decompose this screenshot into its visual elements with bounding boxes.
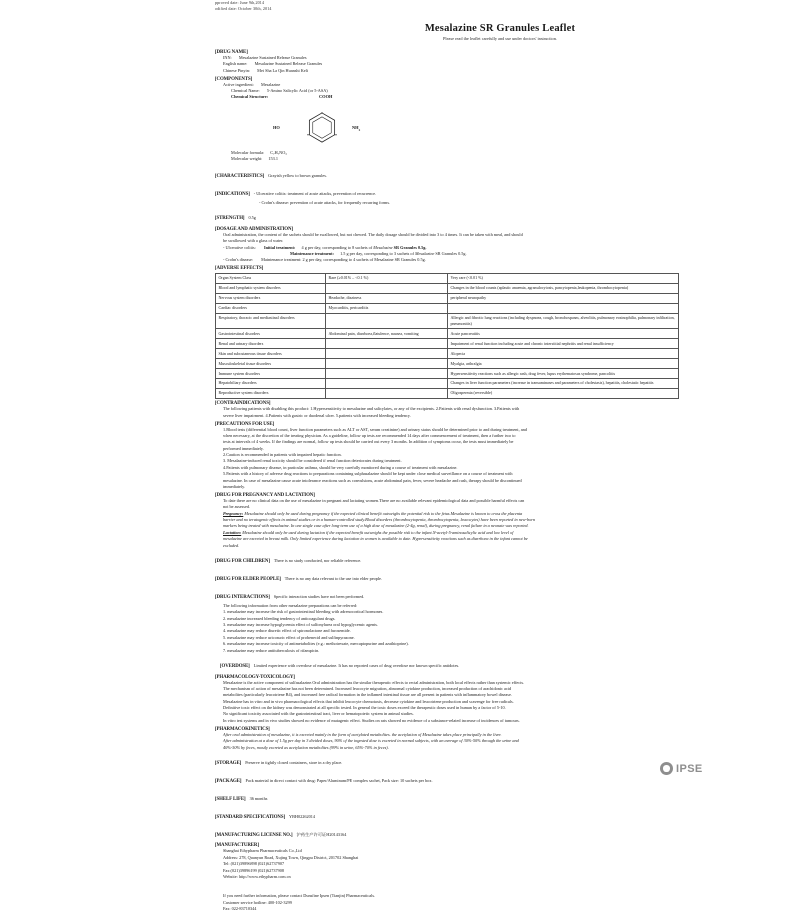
uc-maint-tail: SR Granules 0.5g. xyxy=(434,251,467,257)
pregnancy-intro-2: not be assessed. xyxy=(223,504,251,510)
cell-rare xyxy=(326,313,448,329)
cell-organ: Renal and urinary disorders xyxy=(216,339,326,349)
section-adverse-heading: [ADVERSE EFFECTS] xyxy=(215,266,264,272)
english-label: English name: xyxy=(223,61,248,67)
section-precautions-heading: [PRECAUTIONS FOR USE] xyxy=(215,421,275,427)
leaflet-sheet xyxy=(215,0,785,912)
table-row xyxy=(216,388,679,398)
adverse-table-body xyxy=(216,273,679,398)
uc-initial-tail: SR Granules 0.5g. xyxy=(392,244,427,250)
section-manufacturer-heading: [MANUFACTURER] xyxy=(215,843,259,849)
storage-text: Preserve in tightly closed containers, store in a dry place. xyxy=(245,759,343,765)
table-row xyxy=(216,368,679,378)
interaction-item: 3. mesalazine may increase hypoglycemia effect of sulfonylurea oral hypoglycemic agents. xyxy=(223,622,378,628)
cell-rare xyxy=(326,283,448,293)
license-line xyxy=(215,823,785,841)
cell-very-rare: Hypersensitivity reactions such as allergic rash, drug fever, lupus erythematosus syndrome, pancolitis xyxy=(448,368,679,378)
uc-maint-value: 1.5 g per day, corresponding to 3 sachets of xyxy=(340,251,415,257)
cell-rare xyxy=(326,368,448,378)
precaution-line: 3. Mesalazine-induced renal toxicity should be considered if renal function deteriorates during treatment. xyxy=(223,458,402,464)
section-strength-heading: [STRENGTH] xyxy=(215,216,245,222)
cell-rare xyxy=(326,358,448,368)
section-pharmacokinetics-heading: [PHARMACOKINETICS] xyxy=(215,726,270,732)
adverse-effects-table xyxy=(215,273,679,399)
section-standard-spec-heading: [STANDARD SPECIFICATIONS] xyxy=(215,814,286,820)
cell-rare xyxy=(326,388,448,398)
children-text: There is no study conducted, nor reliable reference. xyxy=(273,557,362,563)
table-row xyxy=(216,339,679,349)
manufacturer-tel: Tel: (021)39896898 (021)62737907 xyxy=(223,861,285,867)
package-text: Pack material in direct contact with drug: Paper/Aluminum/PE complex sachet, Pack size: 10 sachets per box. xyxy=(245,777,433,783)
molecular-weight-line xyxy=(215,156,785,162)
active-label: Active ingredient: xyxy=(223,81,254,87)
precaution-line: 2.Caution is recommended in patients with impaired hepatic function. xyxy=(223,452,342,458)
uc-label: - Ulcerative colitis: xyxy=(223,244,256,250)
indications-line xyxy=(215,182,785,200)
precaution-line: 5.Patients with a history of adverse drug reactions to preparations containing sulphasalazine should be kept under close medical surveillance on a course of treatment with xyxy=(223,471,513,477)
uc-maint-ital: Mesalazine xyxy=(414,251,435,257)
shelf-life-line xyxy=(215,787,785,805)
uc-initial-value: 4 g per day, corresponding to 8 sachets of xyxy=(301,244,374,250)
column-header-very-rare: Very rare (<0.01 %) xyxy=(448,273,679,283)
pharmacology-line: Definitive toxic effect on the kidney was demonstrated at all specific tested. In general the toxic doses exceed the therapeutic doses used in human by a factor of 5-10. xyxy=(223,705,506,711)
standard-spec-line xyxy=(215,805,785,823)
cell-very-rare: Impairment of renal function including acute and chronic interstitial nephritis and renal insufficiency xyxy=(448,339,679,349)
pregnancy-text-1: Mesalazine should only be used during pregnancy if the expected clinical benefit outweighs the potential risk to the fetus.Mesalazine is known to cross the placenta xyxy=(243,510,523,516)
table-row xyxy=(216,378,679,388)
ho-label: HO xyxy=(273,124,280,130)
interaction-item: 5. mesalazine may reduce uricosuric effect of probenecid and sulfinpyrazone. xyxy=(223,634,355,640)
section-dosage-heading: [DOSAGE AND ADMINISTRATION] xyxy=(215,226,293,232)
chemname-value: 5-Amino Salicylic Acid (or 5-ASA) xyxy=(266,87,328,93)
cell-very-rare xyxy=(448,303,679,313)
pharmacology-line: The mechanism of action of mesalazine has not been determined. Increased leucocyte migration, abnormal cytokine production, increased production of arachidonic acid xyxy=(223,685,512,691)
overdose-text: Limited experience with overdose of mesalazine. It has no reported cases of drug overdose nor known specific antidotes. xyxy=(253,662,460,668)
section-pharmacology-heading: [PHARMACOLOGY-TOXICOLOGY] xyxy=(215,674,295,680)
license-text: 沪药生产许可证H20143164 xyxy=(296,831,347,837)
section-drug-name-heading: [DRUG NAME] xyxy=(215,49,248,55)
manufacturer-company: Shanghai Ethypharm Pharmaceuticals Co.,Ltd xyxy=(223,848,302,854)
indication-item-1: - Crohn's disease: prevention of acute attacks, for frequently recurring forms. xyxy=(259,199,391,205)
interactions-line xyxy=(215,585,785,603)
chinese-pinyin-line xyxy=(215,68,785,74)
cell-organ: Respiratory, thoracic and mediastinal disorders xyxy=(216,313,326,329)
approved-date: pproved date: June 9th,2014 xyxy=(215,0,265,5)
pharmacokinetics-line: 40%-50% by feces, mostly excreted as acetylation metabolites (99% in urine, 65%-70% in feces). xyxy=(223,744,389,750)
precaution-line: mesalazine. In case of mesalazine cause acute intolerance reactions such as convulsions, acute abdominal pain, fever, severe headache and rash, therapy should be discontinued xyxy=(223,477,522,483)
precaution-line: 1.Blood tests (differential blood count, liver function parameters such as ALT or AST, serum creatinine) and urinary status should be determined prior to and during treatment, and xyxy=(223,426,527,432)
table-row xyxy=(216,303,679,313)
weight-value: 153.1 xyxy=(268,156,278,162)
uc-maint-label: Maintenance treatment: xyxy=(290,251,334,257)
inn-value: Mesalazine Sustained Release Granules xyxy=(238,54,307,60)
cell-organ: Gastrointestinal disorders xyxy=(216,329,326,339)
cell-very-rare: Oligospermia (reversible) xyxy=(448,388,679,398)
elder-line xyxy=(215,567,785,585)
pregnancy-label: Pregnancy: xyxy=(223,510,244,516)
cell-organ: Hepatobiliary disorders xyxy=(216,378,326,388)
dosage-crohn xyxy=(215,257,785,263)
manufacturer-website: Website: http://www.ethypharm.com.cn xyxy=(223,873,291,879)
table-row xyxy=(216,283,679,293)
cell-very-rare: peripheral neuropathy xyxy=(448,293,679,303)
section-elder-heading: [DRUG FOR ELDER PEOPLE] xyxy=(215,576,281,582)
uc-initial-ital: Mesalazine xyxy=(373,244,393,250)
cell-rare: Headache, dizziness xyxy=(326,293,448,303)
formula-value: C₇H₇NO₃ xyxy=(270,149,287,155)
dosage-intro-2: be swallowed with a glass of water. xyxy=(223,238,284,244)
pharmacology-line: metabolites (particularly leucotriene B4), and increased free radical formation in the inflamed intestinal tissue are all present in patients with inflammatory bowel disease. xyxy=(223,692,512,698)
chemname-label: Chemical Name: xyxy=(231,87,260,93)
english-value: Mesalazine Sustained Release Granules xyxy=(254,61,323,67)
shelf-life-text: 36 months xyxy=(249,795,268,801)
section-indications-heading: [INDICATIONS] xyxy=(215,191,250,197)
crohn-label: - Crohn's disease: xyxy=(223,257,254,263)
interaction-item: 1. mesalazine may increase the risk of gastrointestinal bleeding with adrenocortical hormones. xyxy=(223,609,384,615)
cell-very-rare: Alopecia xyxy=(448,349,679,359)
cell-organ: Cardiac disorders xyxy=(216,303,326,313)
overdose-line xyxy=(215,654,785,672)
inn-label: INN: xyxy=(223,54,232,60)
cell-organ: Immune system disorders xyxy=(216,368,326,378)
strength-line xyxy=(215,206,785,224)
table-row xyxy=(216,358,679,368)
contraindications-line-1: The following patients with disabling this product: 1.Hypersensitivity to mesalazine and salicylates, or any of the excipients. 2.Patients with renal dysfunction. 3.Patients with xyxy=(223,406,520,412)
column-header-rare: Rare (≥0.01% – <0.1 %) xyxy=(326,273,448,283)
table-row xyxy=(216,349,679,359)
interaction-item: 7. mesalazine may reduce antituberculosis of rifampicin. xyxy=(223,647,320,653)
cell-organ: Reproductive system disorders xyxy=(216,388,326,398)
benzene-ring-icon xyxy=(307,112,337,146)
standard-spec-text: YBH02262014 xyxy=(289,813,315,819)
cell-very-rare: Changes in liver function parameters (increase in transaminases and parameters of cholestasis), hepatitis, cholestatic hepatitis xyxy=(448,378,679,388)
section-pregnancy-heading: [DRUG FOR PREGNANCY AND LACTATION] xyxy=(215,492,315,498)
page-subtitle: Please read the leaflet carefully and use under doctors' instruction. xyxy=(443,35,557,41)
characteristics-line xyxy=(215,164,785,182)
interaction-item: 6. mesalazine may increase toxicity of antimetabolites (e.g.: methotrexate, mercaptopurine and azathioprine). xyxy=(223,641,409,647)
strength-value: 0.5g xyxy=(248,215,256,221)
cell-organ: Musculoskeletal tissue disorders xyxy=(216,358,326,368)
formula-label: Molecular formula: xyxy=(231,149,265,155)
lactation-text-2: mesalazine are excreted in breast milk. Only limited experience during lactation in women is available to date. Hypersensitivity reactions such as diarrhoea in the infant cannot be xyxy=(223,536,528,542)
section-characteristics-heading: [CHARACTERISTICS] xyxy=(215,173,265,179)
modified-date: odified date: October 30th, 2014 xyxy=(215,5,272,11)
precaution-line: performed immediately. xyxy=(223,445,264,451)
manufacturer-fax: Fax:(021)39896199 (021)62737908 xyxy=(223,867,285,873)
dosage-intro-1: Oral administration, the content of the sachets should be swallowed, but not chewed. The daily dosage should be divided into 3 to 4 times. It can be taken with meal, and should xyxy=(223,231,523,237)
active-value: Mesalazine xyxy=(260,81,281,87)
interactions-sub: The following information from other mesalazine preparations can be referred: xyxy=(223,602,358,608)
cell-rare xyxy=(326,378,448,388)
section-shelf-life-heading: [SHELF LIFE] xyxy=(215,796,246,802)
lactation-text-3: excluded. xyxy=(223,542,240,548)
pharmacology-line: No significant toxicity associated with the gastrointestinal tract, liver or hematopoietic system in animal studies. xyxy=(223,711,414,717)
cell-rare: Myocarditis, pericarditis xyxy=(326,303,448,313)
ipse-wordmark: IPSE xyxy=(676,762,703,775)
pharmacology-line: In vitro test systems and in vivo studies showed no evidence of mutagenic effect. Studies on rats showed no evidence of a substance-related increase of incidences of tumours. xyxy=(223,717,520,723)
lactation-label: Lactation: xyxy=(223,529,242,535)
crohn-value: Maintenance treatment: 2 g per day, corresponding to 4 sachets of Mesalazine SR Granules 0.5g. xyxy=(261,257,426,263)
structure-label: Chemical Structure: xyxy=(231,94,269,100)
children-line xyxy=(215,549,785,567)
cooh-label: COOH xyxy=(319,93,333,99)
pharmacokinetics-line: After oral administration of mesalazine, it is excreted mainly in the form of acetylated metabolites. the acetylation of Mesalazine takes place principally in the liver. xyxy=(223,731,502,737)
section-children-heading: [DRUG FOR CHILDREN] xyxy=(215,558,270,564)
section-overdose-heading: [OVERDOSE] xyxy=(220,663,250,669)
section-package-heading: [PACKAGE] xyxy=(215,778,242,784)
chemical-structure-label-line xyxy=(215,94,785,100)
footer-fax: Fax: 022-83710344 xyxy=(223,906,257,912)
precaution-line: immediately. xyxy=(223,483,246,489)
contraindications-line-2: severe liver impairment. 4.Patients with gastric or duodenal ulcer. 5.patients with increased bleeding tendency. xyxy=(223,412,411,418)
indication-item-0: - Ulcerative colitis: treatment of acute attacks, prevention of recurrence. xyxy=(253,190,377,196)
section-interactions-heading: [DRUG INTERACTIONS] xyxy=(215,594,270,600)
chinese-value: Mei Sha La Qin Huanshi Keli xyxy=(257,67,309,73)
interactions-lead: Specific interaction studies have not been performed. xyxy=(273,593,365,599)
cell-very-rare: Changes in the blood counts (aplastic anaemia, agranulocytosis, pancytopenia,leukopenia, thrombocytopenia) xyxy=(448,283,679,293)
pharmacology-line: Mesalazine has in vitro and in vivo pharmacological effects that inhibit leucocyte chemotaxis, decrease cytokine and leucotriene production and scavenge for free radicals. xyxy=(223,698,514,704)
column-header-organ: Organ System Class xyxy=(216,273,326,283)
page-title: Mesalazine SR Granules Leaflet xyxy=(424,22,576,34)
pregnancy-text-3: markers being treated with mesalazine. In one single case after long-term use of a high dose of mesalazine (2-4g, renal), during pregnancy, renal failure in a neonate was reported. xyxy=(223,523,529,529)
uc-initial-label: Initial treatment: xyxy=(263,244,296,250)
weight-label: Molecular weight: xyxy=(231,156,263,162)
cell-rare xyxy=(326,349,448,359)
pregnancy-intro-1: To date there are no clinical data on the use of mesalazine in pregnant and lactating women.There are no available relevant epidemiological data and possible harmful effects can xyxy=(223,497,525,503)
cell-rare: Abdominal pain, diarrhoea,flatulence, nausea, vomiting xyxy=(326,329,448,339)
cell-very-rare: Allergic and fibrotic lung reactions (including dyspnoea, cough, bronchospasm, alveolitis, pulmonary eosinophilia, pulmonary infiltration, pneumonitis) xyxy=(448,313,679,329)
ipse-circle-icon xyxy=(660,762,673,775)
manufacturer-address: Address: 278, Quanyun Road, Xujing Town, Qingpu District, 201702 Shanghai xyxy=(223,854,359,860)
section-license-heading: [MANUFACTURING LICENSE NO.] xyxy=(215,832,293,838)
footer-contact-line: If you need further information, please contact Dunsfine Ipsen (Tianjin) Pharmaceuticals. xyxy=(223,893,376,899)
lactation-text-1: Mesalazine should only be used during lactation if the expected benefit outweighs the possible risk to the infant.N-acetyl-5-aminosalicylic acid and low level of xyxy=(241,529,514,535)
nh2-label: $NH_2$ xyxy=(352,124,361,132)
pharmacology-line: Mesalazine is the active component of sulfasalazine.Oral administration has the similar therapeutic effects to rectal administration, both local effects rather than systemic effects. xyxy=(223,679,525,685)
precaution-line: when necessary, at the discretion of the treating physician. As a guideline, follow up tests are recommended 14 days after commencement of treatment, then a further two to xyxy=(223,432,516,438)
precaution-line: tests at intervals of 4 weeks. If the findings are normal, follow up tests should be carried out every 3 months. In addition of symptoms occur, the tests must immediately be xyxy=(223,439,514,445)
chinese-label: Chinese Pinyin: xyxy=(223,67,251,73)
cell-organ: Blood and lymphatic system disorders xyxy=(216,283,326,293)
table-row xyxy=(216,313,679,329)
interaction-item: 2. mesalazine increased bleeding tendency of anticoagulant drugs. xyxy=(223,615,336,621)
table-row xyxy=(216,293,679,303)
section-storage-heading: [STORAGE] xyxy=(215,760,242,766)
interaction-item: 4. mesalazine may reduce diuretic effect of spironolactone and furosemide. xyxy=(223,628,351,634)
table-row xyxy=(216,329,679,339)
pharmacokinetics-line: After administration at a dose of 1.5g per day in 3 divided doses, 90% of the ingested dose is excreted in normal subjects, with an average of 30%-50% through the urine and xyxy=(223,738,519,744)
ipse-logo xyxy=(660,762,703,775)
cell-very-rare: Acute pancreatitis xyxy=(448,329,679,339)
table-header-row xyxy=(216,273,679,283)
footer-hotline: Customer service hotline: 400-102-3299 xyxy=(223,899,292,905)
characteristics-text: Grayish yellow to brown granules. xyxy=(268,172,328,178)
cell-organ: Nervous system disorders xyxy=(216,293,326,303)
cell-rare xyxy=(326,339,448,349)
section-contraindications-heading: [CONTRAINDICATIONS] xyxy=(215,401,271,407)
elder-text: There is no any data relevant to the use into elder people. xyxy=(284,575,383,581)
cell-organ: Skin and subcutaneous tissue disorders xyxy=(216,349,326,359)
section-components-heading: [COMPONENTS] xyxy=(215,76,253,82)
pregnancy-text-2: barrier and no teratogenic effects in animal studies or in a human-controlled study.Blood disorders (thrombocytopenia, thrombocytopenia, leucocytes) have been reported in new-born xyxy=(223,517,536,523)
precaution-line: 4.Patients with pulmonary disease, in particular asthma, should be very carefully monitored during a course of treatment with mesalazine. xyxy=(223,464,458,470)
cell-very-rare: Myalgia, arthralgia xyxy=(448,358,679,368)
